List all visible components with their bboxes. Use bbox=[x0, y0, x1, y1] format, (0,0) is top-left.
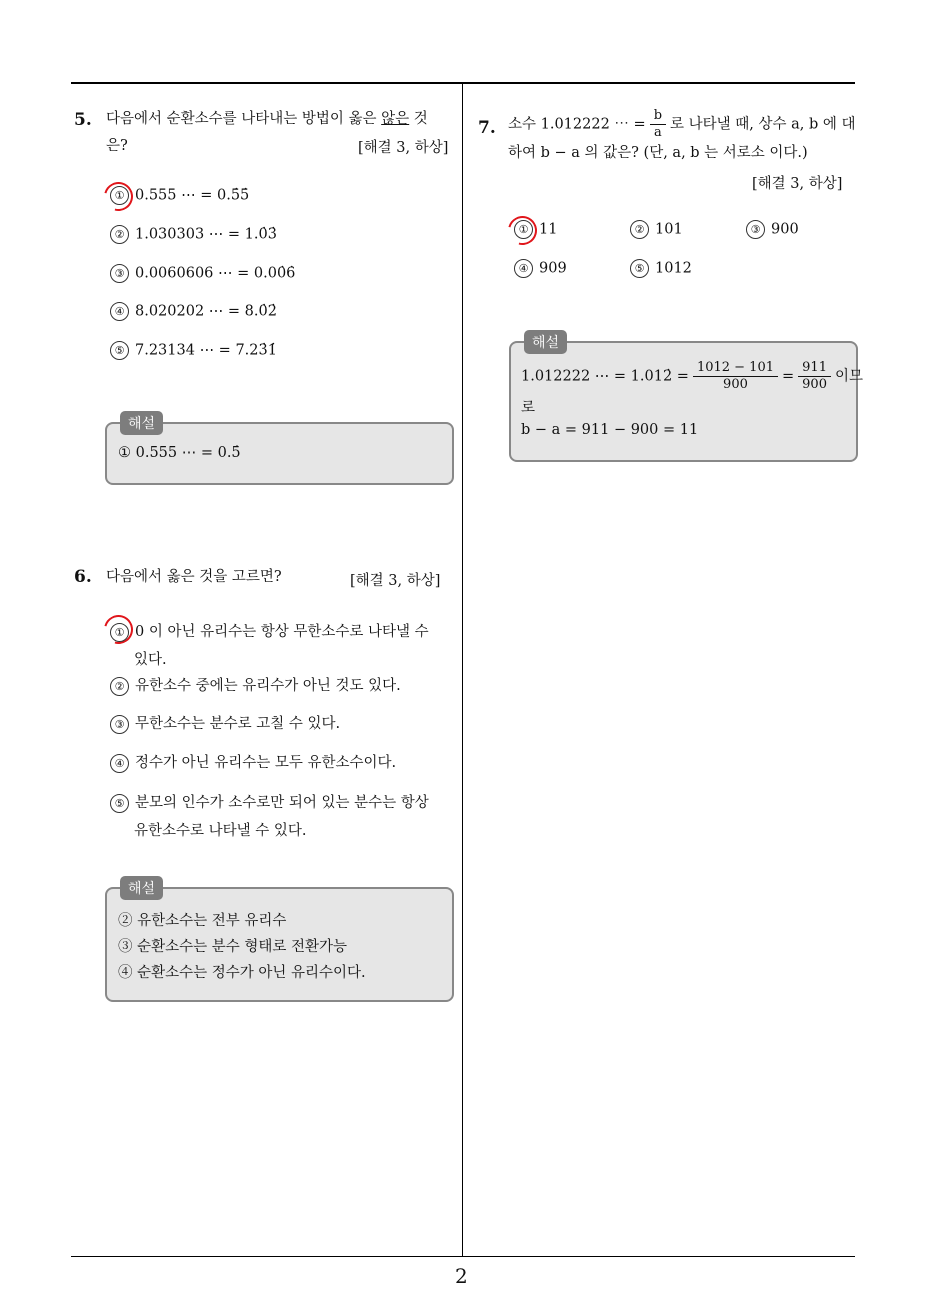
q5-number: 5. bbox=[74, 110, 92, 130]
q7-solution-line-1 bbox=[521, 360, 863, 393]
column-divider bbox=[462, 84, 463, 1256]
q5-tag: [해결 3, 하상] bbox=[358, 140, 449, 156]
q7-solution-line-3: b − a = 911 − 900 = 11 bbox=[521, 422, 699, 438]
q5-solution-label: 해설 bbox=[120, 411, 163, 435]
q7-choice-4-num: ④ bbox=[514, 259, 533, 278]
q6-solution-label: 해설 bbox=[120, 876, 163, 900]
q5-choice-2[interactable] bbox=[110, 225, 277, 244]
q7-solution-line-2: 로 bbox=[521, 400, 536, 416]
q6-choice-5-line1: 분모의 인수가 소수로만 되어 있는 분수는 항상 bbox=[135, 795, 429, 811]
q6-solution-line-2: ③ 순환소수는 분수 형태로 전환가능 bbox=[118, 939, 348, 955]
q6-choice-2[interactable] bbox=[110, 674, 401, 696]
q7-number: 7. bbox=[478, 118, 496, 138]
q5-choice-5-num: ⑤ bbox=[110, 341, 129, 360]
q6-choice-1-line1: 0 이 아닌 유리수는 항상 무한소수로 나타낼 수 bbox=[135, 624, 429, 640]
q7-choice-3[interactable] bbox=[746, 220, 799, 239]
q6-choice-2-line1: 유한소수 중에는 유리수가 아닌 것도 있다. bbox=[135, 678, 401, 694]
q5-choice-4-num: ④ bbox=[110, 302, 129, 321]
q7-choice-5[interactable] bbox=[630, 259, 692, 278]
q7-frac-den: a bbox=[653, 125, 662, 140]
q7-sol-f1-den: 900 bbox=[723, 377, 748, 392]
q7-fraction bbox=[650, 108, 666, 141]
q5-choice-3[interactable] bbox=[110, 264, 295, 283]
q7-frac-num: b bbox=[650, 108, 666, 125]
q6-text: 다음에서 옳은 것을 고르면? bbox=[106, 569, 282, 585]
q7-line1 bbox=[508, 108, 856, 141]
q5-choice-1-text: 0.555 ⋯ = 0.5̇5̇ bbox=[135, 187, 250, 204]
q7-sol-frac-1 bbox=[693, 360, 778, 393]
q5-choice-3-num: ③ bbox=[110, 264, 129, 283]
q7-choice-2-num: ② bbox=[630, 220, 649, 239]
q7-choice-3-num: ③ bbox=[746, 220, 765, 239]
q6-choice-1[interactable] bbox=[110, 618, 429, 674]
q7-choice-4[interactable] bbox=[514, 259, 567, 278]
q5-text-underline: 않은 bbox=[381, 111, 410, 127]
top-rule bbox=[71, 82, 855, 84]
q5-choice-2-text: 1.030303 ⋯ = 1.0̇3̇ bbox=[135, 226, 277, 243]
q6-choice-4-num: ④ bbox=[110, 754, 129, 773]
q5-solution-line-1: ① 0.555 ⋯ = 0.5̇ bbox=[118, 445, 241, 461]
q7-choice-1[interactable] bbox=[514, 220, 557, 239]
q7-choice-5-num: ⑤ bbox=[630, 259, 649, 278]
q5-text-line1-post: 것 bbox=[409, 111, 428, 127]
q5-choice-4-text: 8.020202 ⋯ = 8.0̇2̇ bbox=[135, 303, 277, 320]
q7-sol-f2-num: 911 bbox=[798, 360, 831, 377]
q5-choice-5-text: 7.23134 ⋯ = 7.23̇1̇ bbox=[135, 342, 277, 359]
q5-choice-3-text: 0.0060606 ⋯ = 0.00̇6̇ bbox=[135, 265, 296, 282]
q7-line1-post: 로 나타낼 때, 상수 a, b 에 대 bbox=[670, 116, 856, 133]
q6-solution-line-1: ② 유한소수는 전부 유리수 bbox=[118, 913, 287, 929]
q7-sol-f2-den: 900 bbox=[802, 377, 827, 392]
q7-sol-f1-num: 1012 − 101 bbox=[693, 360, 778, 377]
q7-line1-pre: 소수 1.012222 ⋯ = bbox=[508, 116, 646, 133]
q7-sol-pre: 1.012222 ⋯ = 1.012̇ = bbox=[521, 368, 689, 385]
q5-choice-1-num: ① bbox=[110, 186, 129, 205]
q7-sol-frac-2 bbox=[798, 360, 831, 393]
q7-choice-2[interactable] bbox=[630, 220, 683, 239]
q7-choice-1-text: 11 bbox=[539, 221, 558, 238]
q7-choice-2-text: 101 bbox=[655, 221, 683, 238]
q6-tag: [해결 3, 하상] bbox=[350, 573, 441, 589]
q5-choice-1[interactable] bbox=[110, 186, 249, 205]
q7-sol-post: 이므 bbox=[834, 368, 863, 385]
q7-solution-label: 해설 bbox=[524, 330, 567, 354]
q6-choice-4-line1: 정수가 아닌 유리수는 모두 유한소수이다. bbox=[135, 755, 397, 771]
q6-choice-1-num: ① bbox=[110, 623, 129, 642]
q5-choice-4[interactable] bbox=[110, 302, 277, 321]
q6-choice-3[interactable] bbox=[110, 712, 340, 734]
q7-choice-4-text: 909 bbox=[539, 260, 567, 277]
q7-choice-3-text: 900 bbox=[771, 221, 799, 238]
q6-solution-line-3: ④ 순환소수는 정수가 아닌 유리수이다. bbox=[118, 965, 366, 981]
q6-choice-5[interactable] bbox=[110, 789, 429, 845]
q6-choice-3-line1: 무한소수는 분수로 고칠 수 있다. bbox=[135, 716, 341, 732]
q7-tag: [해결 3, 하상] bbox=[752, 176, 843, 192]
q6-choice-3-num: ③ bbox=[110, 715, 129, 734]
q6-choice-5-num: ⑤ bbox=[110, 794, 129, 813]
q7-choice-1-num: ① bbox=[514, 220, 533, 239]
q5-text-line1-pre: 다음에서 순환소수를 나타내는 방법이 옳은 bbox=[106, 111, 382, 127]
q7-choice-5-text: 1012 bbox=[655, 260, 692, 277]
page-number: 2 bbox=[455, 1264, 468, 1288]
q5-text-line2: 은? bbox=[106, 138, 128, 154]
q6-number: 6. bbox=[74, 567, 92, 587]
q5-choice-2-num: ② bbox=[110, 225, 129, 244]
q6-choice-1-line2: 있다. bbox=[134, 652, 167, 668]
q6-choice-2-num: ② bbox=[110, 677, 129, 696]
q6-choice-4[interactable] bbox=[110, 751, 396, 773]
q7-line2: 하여 b − a 의 값은? (단, a, b 는 서로소 이다.) bbox=[508, 145, 808, 161]
q6-choice-5-line2: 유한소수로 나타낼 수 있다. bbox=[134, 823, 307, 839]
q7-sol-mid: = bbox=[782, 368, 795, 385]
q5-choice-5[interactable] bbox=[110, 341, 277, 360]
bottom-rule bbox=[71, 1256, 855, 1257]
